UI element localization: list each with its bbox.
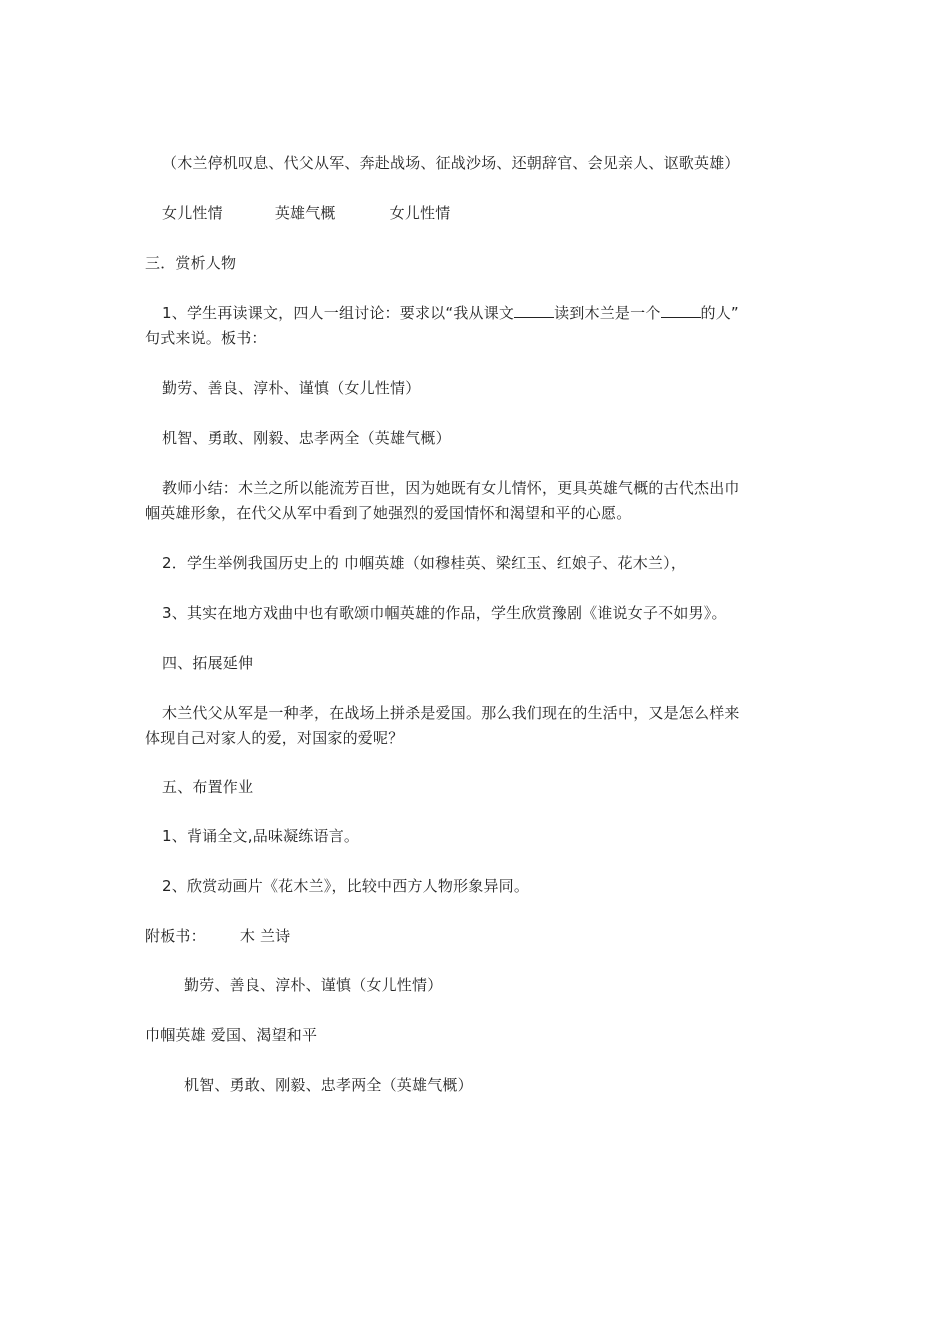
item-1-part-2: 读到木兰是一个 [554,304,661,322]
homework-2: 2、欣赏动画片《花木兰》，比较中西方人物形象异同。 [162,877,530,895]
trait-1: 女儿性情 [162,204,223,222]
teacher-summary-line-1: 教师小结：木兰之所以能流芳百世，因为她既有女儿情怀，更具英雄气概的古代杰出巾 [162,479,740,497]
section-3-item-1 [162,301,739,325]
board-heroic-traits: 机智、勇敢、刚毅、忠孝两全（英雄气概） [162,429,451,447]
fill-blank-1 [514,303,554,318]
fill-blank-2 [661,303,701,318]
section-3-item-2: 2．学生举例我国历史上的 巾帼英雄（如穆桂英、梁红玉、红娘子、花木兰）， [162,554,687,572]
trait-3: 女儿性情 [389,204,451,222]
appendix-row-2: 巾帼英雄 爱国、渴望和平 [145,1026,318,1044]
appendix-heading [145,924,290,948]
appendix-title: 木 兰诗 [239,927,291,945]
section-3-item-3: 3、其实在地方戏曲中也有歌颂巾帼英雄的作品，学生欣赏豫剧《谁说女子不如男》。 [162,604,727,622]
trait-2: 英雄气概 [274,204,336,222]
item-1-part-3: 的人” [700,304,739,322]
section-4-text-line-1: 木兰代父从军是一种孝，在战场上拼杀是爱国。那么我们现在的生活中，又是怎么样来 [162,704,740,722]
section-4-text-line-2: 体现自己对家人的爱，对国家的爱呢？ [145,729,404,747]
section-4-heading: 四、拓展延伸 [162,654,254,672]
teacher-summary-line-2: 帼英雄形象，在代父从军中看到了她强烈的爱国情怀和渴望和平的心愿。 [145,504,632,522]
section-3-heading: 三．赏析人物 [145,254,237,272]
board-female-traits: 勤劳、善良、淳朴、谨慎（女儿性情） [162,379,421,397]
section-5-heading: 五、布置作业 [162,778,254,796]
section-3-item-1-line-2: 句式来说。板书： [145,329,267,347]
plot-recap: （木兰停机叹息、代父从军、奔赴战场、征战沙场、还朝辞官、会见亲人、讴歌英雄） [162,154,740,172]
homework-1: 1、背诵全文,品味凝练语言。 [162,827,360,845]
appendix-label: 附板书： [145,927,206,945]
appendix-row-3: 机智、勇敢、刚毅、忠孝两全（英雄气概） [184,1076,473,1094]
traits-row [162,201,450,225]
item-1-part-1: 1、学生再读课文，四人一组讨论：要求以“我从课文 [162,304,515,322]
appendix-row-1: 勤劳、善良、淳朴、谨慎（女儿性情） [184,976,443,994]
